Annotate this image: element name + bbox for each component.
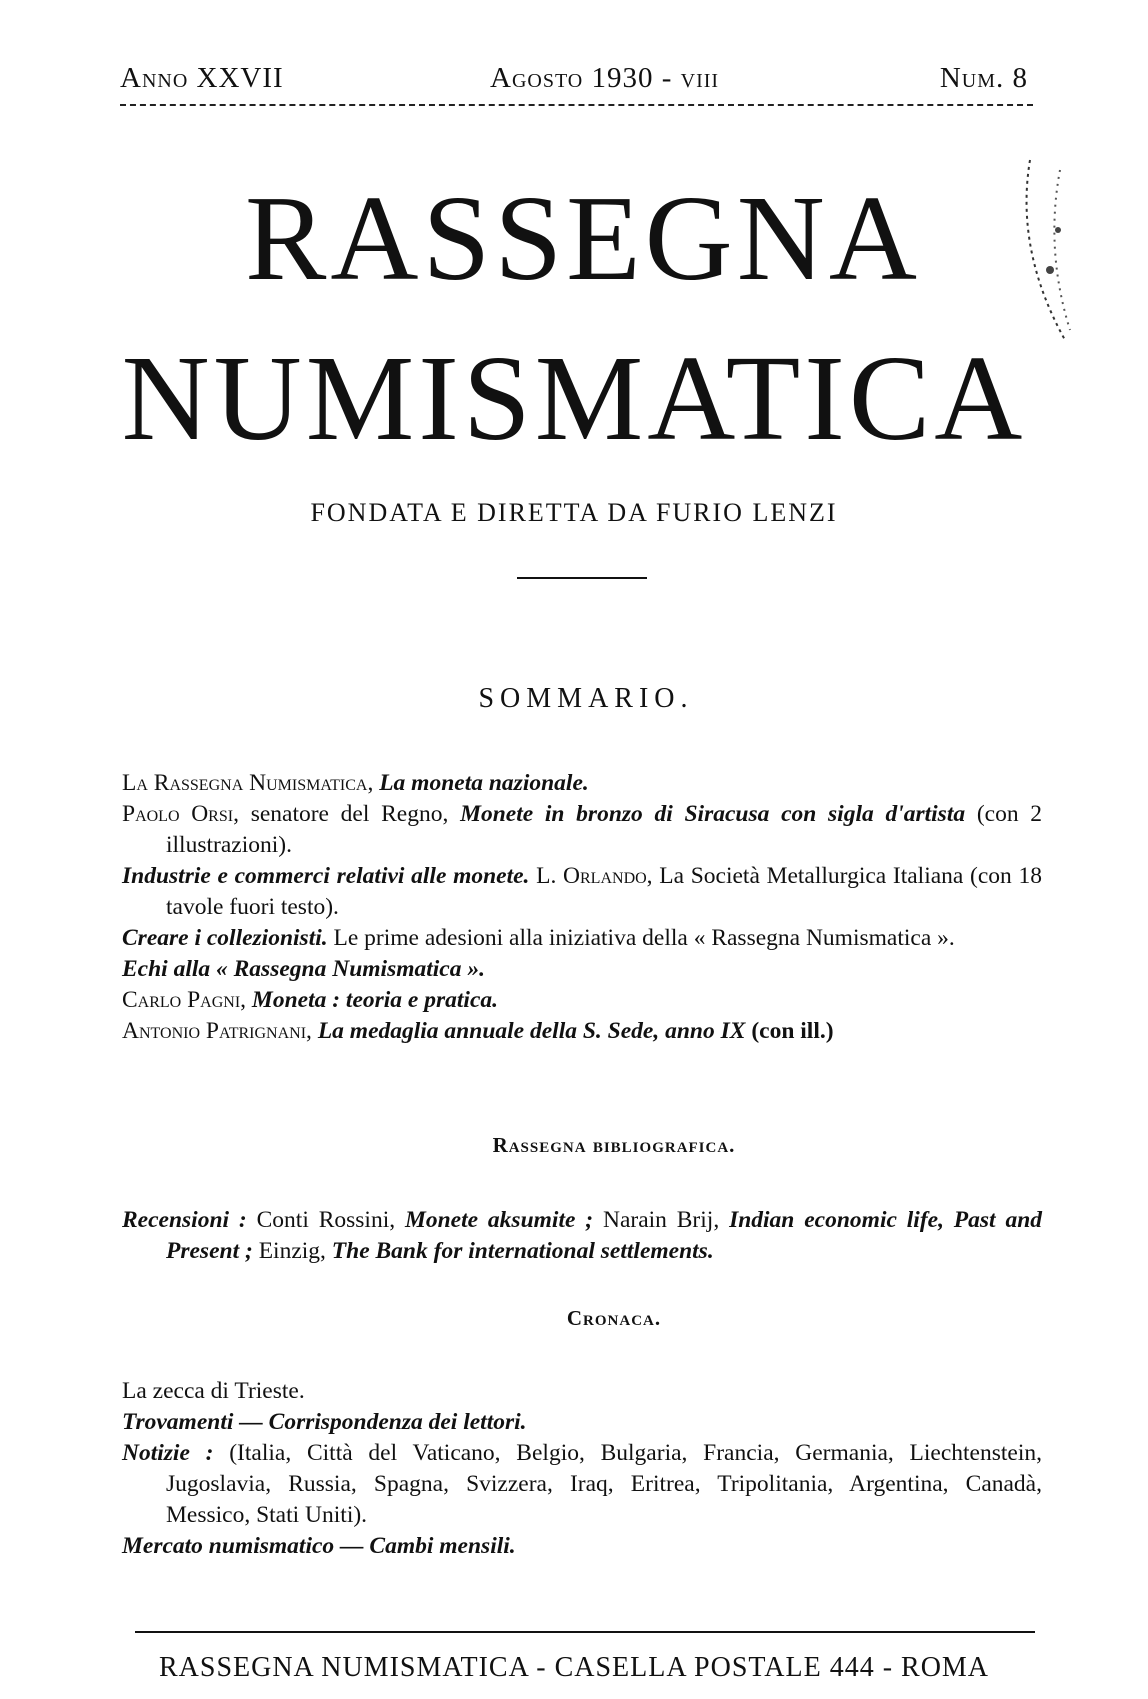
list-item	[122, 1407, 1042, 1438]
reviews-label: Recensioni :	[122, 1207, 247, 1233]
author: Carlo Pagni,	[122, 987, 247, 1013]
author: Paolo Orsi,	[122, 801, 239, 827]
author: La Rassegna Numismatica,	[122, 770, 374, 796]
author: Narain Brij,	[602, 1207, 720, 1233]
chronicle-item: Mercato numismatico — Cambi mensili.	[122, 1533, 516, 1559]
reviews-section	[122, 1205, 1042, 1267]
list-item	[122, 954, 1042, 985]
chronicle-item: La zecca di Trieste.	[122, 1378, 305, 1404]
author: Einzig,	[258, 1238, 326, 1264]
list-item	[122, 923, 1042, 954]
news-countries: (Italia, Città del Vaticano, Belgio, Bulgaria, Francia, Germania, Liechtenstein, Jugoslavia, Russia, Spagna, Svizzera, Iraq, Eritrea, Tripolitania, Argentina, Canadà, Messico, Stati Uniti).	[166, 1440, 1042, 1528]
chronicle-section	[122, 1376, 1042, 1562]
title-line-1: RASSEGNA	[244, 171, 921, 306]
library-stamp-icon	[1010, 150, 1090, 360]
chronicle-item: Trovamenti — Corrispondenza dei lettori.	[122, 1409, 527, 1435]
article-note: Le prime adesioni alla iniziativa della « Rassegna Numismatica ».	[333, 925, 955, 951]
list-item	[122, 1205, 1042, 1267]
header-rule	[120, 104, 1033, 106]
masthead-line	[120, 62, 1028, 102]
book-title: Monete aksumite ;	[404, 1207, 594, 1233]
book-title: The Bank for international settlements.	[331, 1238, 714, 1264]
news-label: Notizie :	[122, 1440, 214, 1466]
contents-heading: SOMMARIO.	[478, 683, 694, 714]
chronicle-heading: Cronaca.	[566, 1306, 662, 1330]
title-line-2: NUMISMATICA	[121, 331, 1027, 466]
book-title: Indian economic life, Past and Present ;	[166, 1207, 1043, 1264]
volume-label: Anno XXVII	[120, 62, 284, 94]
issue-date: Agosto 1930 - viii	[490, 62, 720, 94]
list-item	[122, 985, 1042, 1016]
publisher-address: RASSEGNA NUMISMATICA - CASELLA POSTALE 444 - ROMA	[158, 1652, 990, 1683]
author-note: senatore del Regno,	[250, 801, 449, 827]
article-title: Echi alla « Rassegna Numismatica ».	[122, 956, 485, 982]
article-note: La Società Metallurgica Italiana (con 18 tavole fuori testo).	[166, 863, 1042, 920]
article-title: La moneta nazionale.	[379, 770, 589, 796]
list-item	[122, 768, 1042, 799]
article-title: Creare i collezionisti.	[122, 925, 328, 951]
divider-rule	[517, 577, 647, 579]
list-item	[122, 861, 1042, 923]
list-item	[122, 799, 1042, 861]
list-item	[122, 1531, 1042, 1562]
list-item	[122, 1016, 1042, 1047]
author: L. Orlando,	[536, 863, 653, 889]
article-title: Monete in bronzo di Siracusa con sigla d'artista	[460, 801, 966, 827]
article-title: La medaglia annuale della S. Sede, anno IX	[317, 1018, 746, 1044]
footer-rule	[135, 1631, 1035, 1633]
article-note: (con ill.)	[751, 1018, 834, 1044]
issue-number: Num. 8	[939, 62, 1028, 94]
article-title: Moneta : teoria e pratica.	[251, 987, 498, 1013]
bibliography-heading: Rassegna bibliografica.	[492, 1133, 736, 1157]
article-title: Industrie e commerci relativi alle monete.	[122, 863, 530, 889]
founder-credit: FONDATA E DIRETTA DA FURIO LENZI	[310, 498, 838, 527]
list-item	[122, 1376, 1042, 1407]
list-item	[122, 1438, 1042, 1531]
author: Conti Rossini,	[256, 1207, 396, 1233]
author: Antonio Patrignani,	[122, 1018, 312, 1044]
articles-list	[122, 768, 1042, 1047]
article-note: (con 2 illustrazioni).	[166, 801, 1043, 858]
